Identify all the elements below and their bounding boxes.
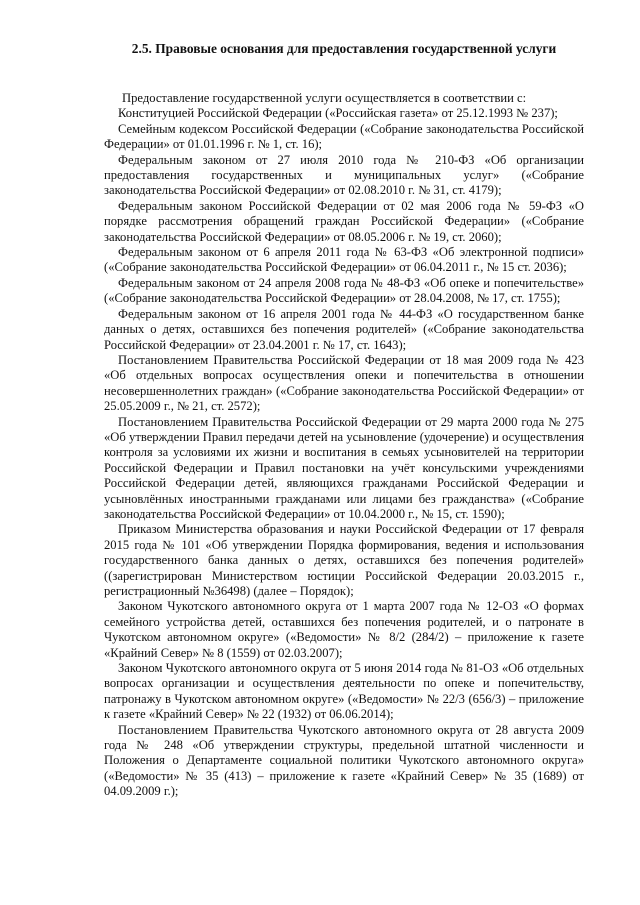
- legal-basis-law-81-oz: Законом Чукотского автономного округа от 5 июня 2014 года № 81-ОЗ «Об отдельных вопросах организации и осуществления деятельности по опеке и попечительству, патронажу в Чукотском автономном округе» («Ведомости» № 22/3 (656/3) – приложение к газете «Крайний Север» № 22 (1932) от 06.06.2014);: [104, 661, 584, 722]
- legal-basis-order-101: Приказом Министерства образования и науки Российской Федерации от 17 февраля 2015 года № 101 «Об утверждении Порядка формирования, ведения и использования государственного банка данных о детях, оставшихся без попечения родителей» ((зарегистрирован Министерством юстиции Российской Федерации 20.03.2015 г., регистрационный №36498) (далее – Порядок);: [104, 522, 584, 598]
- document-body: [104, 91, 584, 800]
- legal-basis-48-fz: Федеральным законом от 24 апреля 2008 года № 48-ФЗ «Об опеке и попечительстве» («Собрание законодательства Российской Федерации» от 28.04.2008, № 17, ст. 1755);: [104, 275, 584, 306]
- section-heading: 2.5. Правовые основания для предоставления государственной услуги: [131, 41, 557, 56]
- legal-basis-59-fz: Федеральным законом Российской Федерации от 02 мая 2006 года № 59-ФЗ «О порядке рассмотрения обращений граждан Российской Федерации» («Собрание законодательства Российской Федерации» от 08.05.2006 г. № 19, ст. 2060);: [104, 198, 584, 244]
- legal-basis-constitution: Конституцией Российской Федерации («Российская газета» от 25.12.1993 № 237);: [118, 106, 558, 121]
- legal-basis-resolution-275: Постановлением Правительства Российской Федерации от 29 марта 2000 года № 275 «Об утверждении Правил передачи детей на усыновление (удочерение) и осуществления контроля за условиями их жизни и воспитания в семьях усыновителей на территории Российской Федерации и Правил постановки на учёт консульскими учреждениями Российской Федерации детей, являющихся гражданами Российской Федерации и усыновлённых иностранными гражданами или лицами без гражданства» («Собрание законодательства Российской Федерации» от 10.04.2000 г., № 15, ст. 1590);: [104, 414, 584, 521]
- legal-basis-210-fz: Федеральным законом от 27 июля 2010 года № 210-ФЗ «Об организации предоставления государственных и муниципальных услуг» («Собрание законодательства Российской Федерации» от 02.08.2010 г. № 31, ст. 4179);: [104, 152, 584, 198]
- legal-basis-law-12-oz: Законом Чукотского автономного округа от 1 марта 2007 года № 12-ОЗ «О формах семейного устройства детей, оставшихся без попечения родителей, и о патронате в Чукотском автономном округе» («Ведомости» № 8/2 (284/2) – приложение к газете «Крайний Север» № 8 (1559) от 02.03.2007);: [104, 599, 584, 660]
- legal-basis-resolution-248: Постановлением Правительства Чукотского автономного округа от 28 августа 2009 года № 248 «Об утверждении структуры, предельной штатной численности и Положения о Департаменте социальной политики Чукотского автономного округа» («Ведомости» № 35 (413) – приложение к газете «Крайний Север» № 35 (1689) от 04.09.2009 г.);: [104, 722, 584, 799]
- legal-basis-resolution-423: Постановлением Правительства Российской Федерации от 18 мая 2009 года № 423 «Об отдельных вопросах осуществления опеки и попечительства в отношении несовершеннолетних граждан» («Собрание законодательства Российской Федерации» от 25.05.2009 г., № 21, ст. 2572);: [104, 352, 584, 414]
- intro-paragraph: Предоставление государственной услуги осуществляется в соответствии с:: [122, 91, 527, 105]
- legal-basis-63-fz: Федеральным законом от 6 апреля 2011 года № 63-ФЗ «Об электронной подписи» («Собрание законодательства Российской Федерации» от 06.04.2011 г., № 15 ст. 2036);: [104, 245, 584, 275]
- legal-basis-44-fz: Федеральным законом от 16 апреля 2001 года № 44-ФЗ «О государственном банке данных о детях, оставшихся без попечения родителей» («Собрание законодательства Российской Федерации» от 23.04.2001 г. № 17, ст. 1643);: [104, 306, 584, 352]
- legal-basis-family-code: Семейным кодексом Российской Федерации («Собрание законодательства Российской Федерации» от 01.01.1996 г. № 1, ст. 16);: [104, 121, 584, 152]
